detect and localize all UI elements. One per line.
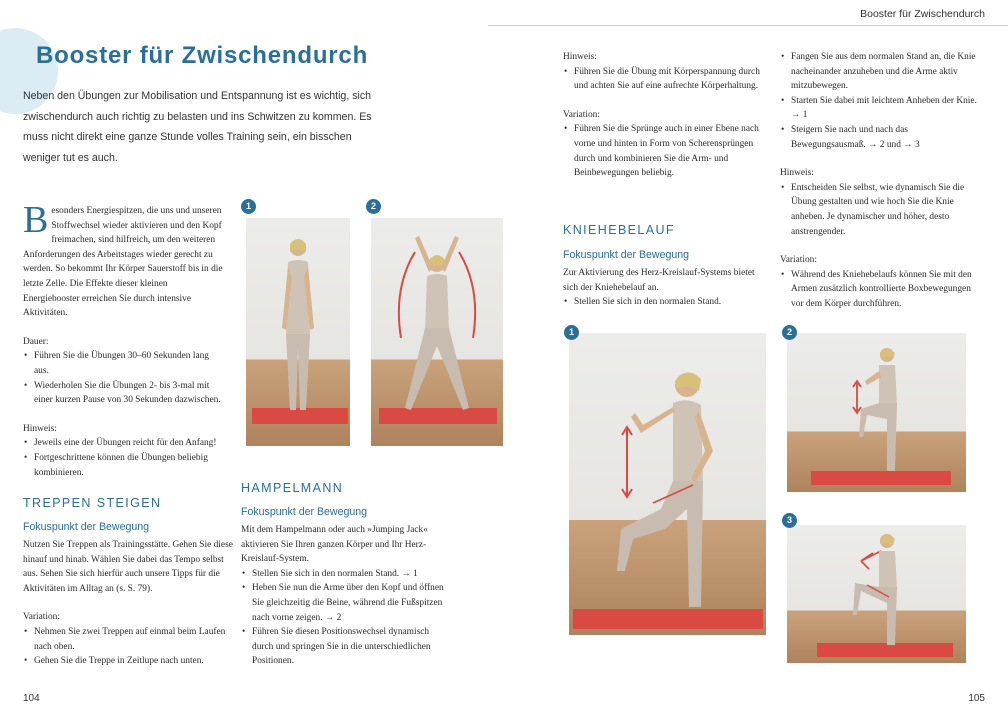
list-item: • Führen Sie die Sprünge auch in einer Ebene nach vorne und hinten in Form von Scherensprüngen durch und kombinieren Sie die Arm- und Beinbewegungen beliebig. xyxy=(563,122,768,180)
page-number-left: 104 xyxy=(23,693,40,704)
treppen-section xyxy=(23,538,233,669)
hinweis-list xyxy=(563,65,768,94)
kniehebe-photo-1 xyxy=(569,333,766,635)
list-item: • Fangen Sie aus dem normalen Stand an, die Knie nacheinander anzuheben und die Arme aktiv mitzubewegen. xyxy=(780,50,980,94)
hinweis-list xyxy=(23,436,223,480)
hampelmann-text: Mit dem Hampelmann oder auch »Jumping Jack« aktivieren Sie Ihren ganzen Körper und Ihr Herz-Kreislauf-System. xyxy=(241,525,428,565)
hinweis-label: Hinweis: xyxy=(780,168,814,179)
variation-list xyxy=(23,625,233,669)
page-number-right: 105 xyxy=(968,693,985,704)
variation-list xyxy=(780,268,980,312)
hinweis-list xyxy=(780,181,980,239)
standing-figure xyxy=(246,218,350,446)
list-item: • Jeweils eine der Übungen reicht für den Anfang! xyxy=(23,436,223,451)
intro-text: esonders Energiespitzen, die uns und unseren Stoffwechsel wieder aktivieren und den Kopf freimachen, sind hilfreich, um den weiteren Anforderungen des Arbeitstages wieder gerecht zu werden. So bekommt Ihr Körper Sauerstoff bis in die letzte Zelle. Die Effekte dieser kleinen Energiebooster erreichen Sie durch intensive Aktivitäten. xyxy=(23,206,223,319)
treppen-subheading: Fokuspunkt der Bewegung xyxy=(23,521,150,533)
list-item: • Fortgeschrittene können die Übungen beliebig kombinieren. xyxy=(23,451,223,480)
list-item: • Während des Kniehebelaufs können Sie mit den Armen zusätzlich kontrollierte Boxbewegungen vor dem Körper durchführen. xyxy=(780,268,980,312)
list-item: • Führen Sie die Übung mit Körperspannung durch und achten Sie auf eine aufrechte Körperhaltung. xyxy=(563,65,768,94)
list-item: • Steigern Sie nach und nach das Bewegungsausmaß. → 2 und → 3 xyxy=(780,123,980,152)
kniehebe-subheading: Fokuspunkt der Bewegung xyxy=(563,249,690,261)
kniehebe-steps xyxy=(563,295,771,310)
list-item: • Führen Sie diesen Positionswechsel dynamisch durch und springen Sie in die unterschiedlichen Positionen. xyxy=(241,625,451,669)
knee-raise-figure xyxy=(787,333,966,492)
list-item: • Stellen Sie sich in den normalen Stand. xyxy=(563,295,771,310)
jumping-jack-figure xyxy=(371,218,503,446)
photo-number-badge: 2 xyxy=(782,325,797,340)
list-item: • Stellen Sie sich in den normalen Stand. → 1 xyxy=(241,567,451,582)
treppen-heading: TREPPEN STEIGEN xyxy=(23,496,162,510)
dauer-list xyxy=(23,349,223,407)
list-item: • Heben Sie nun die Arme über den Kopf und öffnen Sie gleichzeitig die Beine, während die Fußspitzen nach vorne zeigen. → 2 xyxy=(241,581,451,625)
col3-notes xyxy=(563,50,768,181)
variation-label: Variation: xyxy=(563,109,600,120)
hampelmann-photo-2 xyxy=(371,218,503,446)
list-item: • Wiederholen Sie die Übungen 2- bis 3-mal mit einer kurzen Pause von 30 Sekunden dazwischen. xyxy=(23,379,223,408)
hampelmann-subheading: Fokuspunkt der Bewegung xyxy=(241,506,368,518)
list-item: • Gehen Sie die Treppe in Zeitlupe nach unten. xyxy=(23,654,233,669)
photo-number-badge: 1 xyxy=(564,325,579,340)
kniehebe-steps-continued xyxy=(780,50,980,152)
hampelmann-heading: HAMPELMANN xyxy=(241,481,344,495)
hampelmann-photo-1 xyxy=(246,218,350,446)
knee-raise-figure xyxy=(569,333,766,635)
header-rule xyxy=(488,25,1008,26)
intro-paragraph xyxy=(23,199,223,321)
intro-section xyxy=(23,199,223,480)
dauer-label: Dauer: xyxy=(23,336,49,347)
knee-raise-figure xyxy=(787,525,966,663)
photo-number-badge: 2 xyxy=(366,199,381,214)
col4-notes xyxy=(780,50,980,312)
hampelmann-steps xyxy=(241,567,451,669)
kniehebe-heading: KNIEHEBELAUF xyxy=(563,223,675,237)
list-item: • Nehmen Sie zwei Treppen auf einmal beim Laufen nach oben. xyxy=(23,625,233,654)
list-item: • Entscheiden Sie selbst, wie dynamisch Sie die Übung gestalten und wie hoch Sie die Knie anheben. Je dynamischer und höher, desto anstrengender. xyxy=(780,181,980,239)
page-title: Booster für Zwischendurch xyxy=(36,42,369,69)
variation-label: Variation: xyxy=(23,612,60,623)
kniehebe-section xyxy=(563,266,771,310)
lead-paragraph: Neben den Übungen zur Mobilisation und Entspannung ist es wichtig, sich zwischendurch auch richtig zu belasten und ins Schwitzen zu kommen. Es muss nicht direkt eine ganze Stunde volles Training sein, ein bisschen weniger tut es auch. xyxy=(23,90,372,164)
list-item: • Starten Sie dabei mit leichtem Anheben der Knie. → 1 xyxy=(780,94,980,123)
photo-number-badge: 1 xyxy=(241,199,256,214)
hinweis-label: Hinweis: xyxy=(563,52,597,62)
hinweis-label: Hinweis: xyxy=(23,423,57,434)
dropcap: B xyxy=(23,199,49,241)
treppen-text: Nutzen Sie Treppen als Trainingsstätte. Gehen Sie diese hinauf und hinab. Wählen Sie dabei das Tempo selbst aus. Sehen Sie sich hierfür auch unsere Tipps für die Aktivitäten im Alltag an (s. S. 79). xyxy=(23,540,233,594)
kniehebe-photo-3 xyxy=(787,525,966,663)
photo-number-badge: 3 xyxy=(782,513,797,528)
running-head: Booster für Zwischendurch xyxy=(860,8,985,20)
variation-list xyxy=(563,122,768,180)
hampelmann-section xyxy=(241,523,451,669)
list-item: • Führen Sie die Übungen 30–60 Sekunden lang aus. xyxy=(23,349,223,378)
kniehebe-text: Zur Aktivierung des Herz-Kreislauf-Systems bietet sich der Kniehebelauf an. xyxy=(563,268,755,293)
variation-label: Variation: xyxy=(780,255,817,266)
kniehebe-photo-2 xyxy=(787,333,966,492)
